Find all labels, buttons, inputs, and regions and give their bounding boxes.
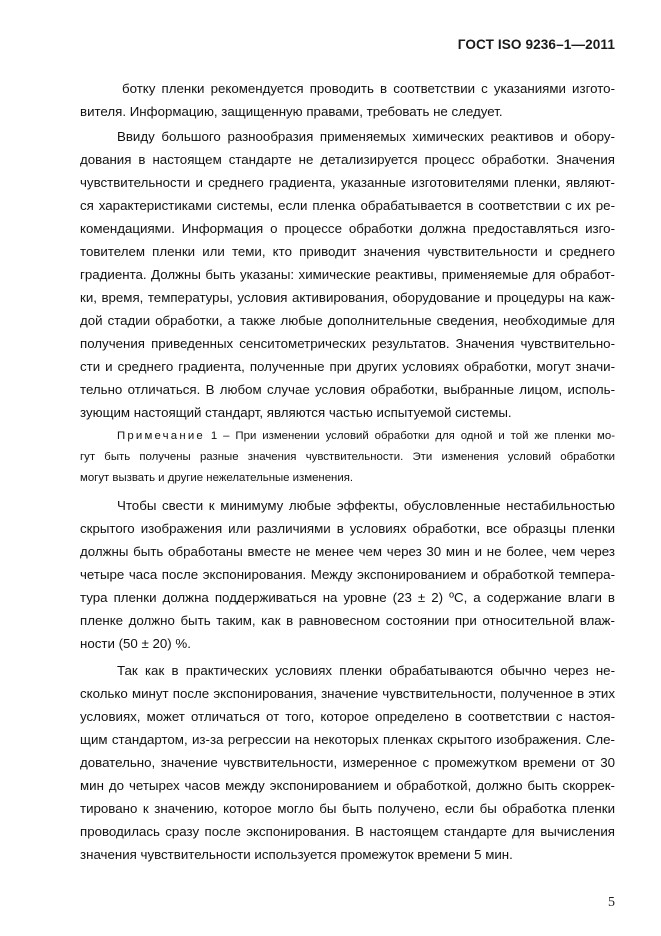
text-line: комендациями. Информация о процессе обработки должна предоставляться изго-: [80, 221, 615, 236]
paragraph-processing-details: [80, 125, 615, 424]
document-body: [80, 77, 615, 866]
note-1: [80, 426, 615, 489]
note-text: 1 – При изменении условий обработки для одной и той же пленки мо-: [204, 430, 615, 442]
text-line: Так как в практических условиях пленки обрабатываются обычно через не-: [117, 663, 615, 678]
text-line: значения чувствительности используется промежуток времени 5 мин.: [80, 847, 513, 862]
text-line: градиента. Должны быть указаны: химические реактивы, применяемые для обработ-: [80, 267, 615, 282]
text-line: Ввиду большого разнообразия применяемых химических реактивов и обору-: [117, 129, 615, 144]
text-line: тура пленки должна поддерживаться на уровне (23 ± 2) ºC, а содержание влаги в: [80, 590, 615, 605]
text-line: условиях, может отличаться от того, которое определено в соответствии с настоя-: [80, 709, 615, 724]
text-line: должны быть обработаны вместе не менее чем через 30 мин и не более, чем через: [80, 544, 615, 559]
text-line: чувствительности и среднего градиента, указанные изготовителями пленки, являют-: [80, 175, 615, 190]
text-line: сколько минут после экспонирования, значение чувствительности, полученное в этих: [80, 686, 615, 701]
text-line: ки, время, температуры, условия активирования, оборудование и процедуры на каж-: [80, 290, 615, 305]
text-line: ности (50 ± 20) %.: [80, 636, 191, 651]
paragraph-sensitivity-correction: [80, 659, 615, 866]
paragraph-processing-continuation: [80, 77, 615, 123]
text-line: щим стандартом, из-за регрессии на некоторых пленках скрытого изображения. Сле-: [80, 732, 615, 747]
note-label: Примечание: [117, 430, 205, 442]
text-line: Чтобы свести к минимуму любые эффекты, обусловленные нестабильностью: [117, 498, 615, 513]
text-line: дой стадии обработки, а также любые дополнительные сведения, необходимые для: [80, 313, 615, 328]
text-line: дования в настоящем стандарте не детализируется процесс обработки. Значения: [80, 152, 615, 167]
note-line: могут вызвать и другие нежелательные изменения.: [80, 472, 354, 484]
paragraph-latent-image: [80, 494, 615, 655]
text-line: товителем пленки или теми, кто приводит значения чувствительности и среднего: [80, 244, 615, 259]
text-line: тировано к значению, которое могло бы быть получено, если бы обработка пленки: [80, 801, 615, 816]
text-line: тельно отличаться. В любом случае условия обработки, выбранные лицом, исполь-: [80, 382, 615, 397]
text-line: мин до четырех часов между экспонированием и обработкой, должно быть скоррек-: [80, 778, 615, 793]
text-line: ся характеристиками системы, если пленка обрабатывается в соответствии с их ре-: [80, 198, 615, 213]
text-line: зующим настоящий стандарт, являются частью испытуемой системы.: [80, 405, 512, 420]
text-line: довательно, значение чувствительности, измеренное с промежутком времени от 30: [80, 755, 615, 770]
text-line: пленке должно быть таким, как в равновесном состоянии при относительной влаж-: [80, 613, 615, 628]
text-line: вителя. Информацию, защищенную правами, требовать не следует.: [80, 104, 503, 119]
text-line: скрытого изображения или различиями в условиях обработки, все образцы пленки: [80, 521, 615, 536]
text-line: сти и среднего градиента, полученные при других условиях обработки, могут значи-: [80, 359, 615, 374]
text-line: ботку пленки рекомендуется проводить в соответствии с указаниями изгото-: [122, 81, 615, 96]
text-line: проводилась сразу после экспонирования. В настоящем стандарте для вычисления: [80, 824, 615, 839]
text-line: четыре часа после экспонирования. Между экспонированием и обработкой темпера-: [80, 567, 615, 582]
note-line: [80, 426, 615, 447]
note-line: гут быть получены разные значения чувствительности. Эти изменения условий обработки: [80, 451, 615, 463]
page-number: 5: [608, 895, 615, 910]
text-line: получения приведенных сенситометрических результатов. Значения чувствительно-: [80, 336, 615, 351]
document-header: ГОСТ ISO 9236–1—2011: [457, 37, 615, 52]
